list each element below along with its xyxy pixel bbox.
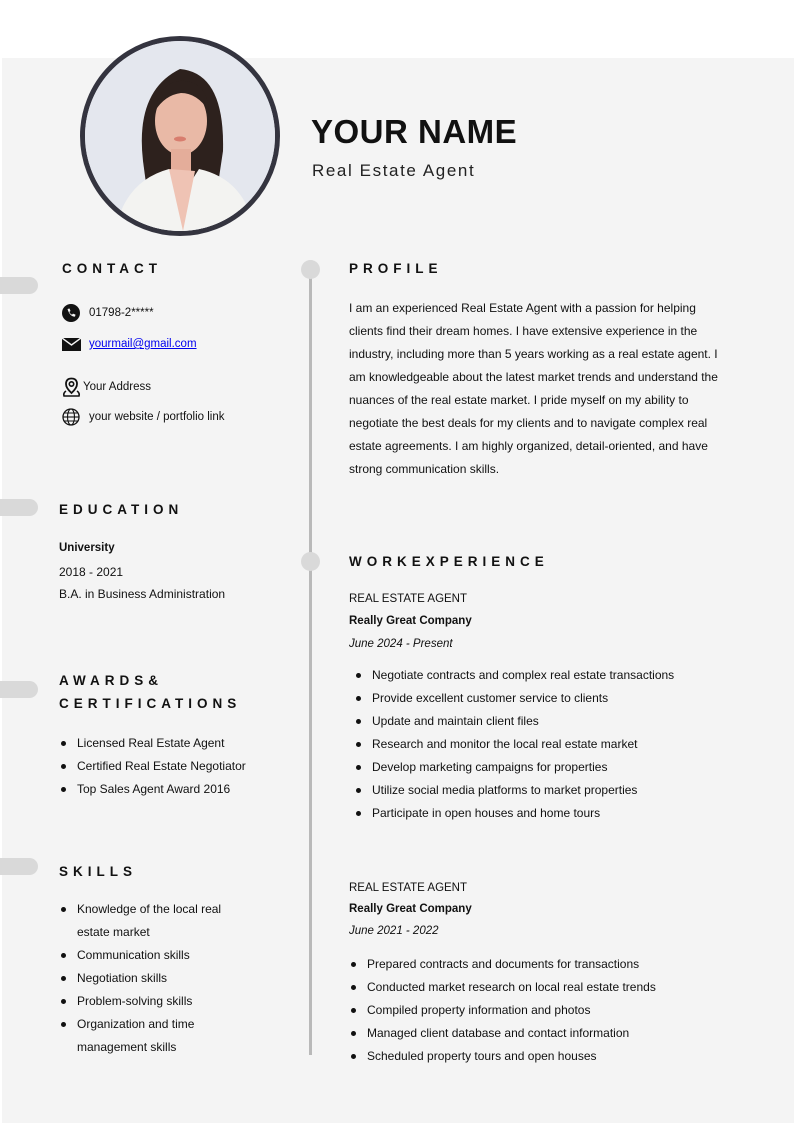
job-1-duties [354, 664, 684, 825]
education-years: 2018 - 2021 [59, 565, 124, 579]
phone-icon [62, 304, 82, 322]
skill-item: Negotiation skills [59, 967, 249, 990]
job-2-company: Really Great Company [349, 903, 472, 915]
duty-item: Managed client database and contact information [349, 1022, 729, 1045]
job-1-role: REAL ESTATE AGENT [349, 593, 468, 605]
contact-heading: CONTACT [62, 261, 162, 276]
awards-heading-line2: CERTIFICATIONS [59, 696, 242, 711]
education-heading: EDUCATION [59, 502, 184, 517]
email-link[interactable]: yourmail@gmail.com [89, 338, 197, 350]
skill-item: Problem-solving skills [59, 990, 249, 1013]
profile-photo [80, 36, 280, 236]
duty-item: Prepared contracts and documents for transactions [349, 953, 729, 976]
skill-item: Communication skills [59, 944, 249, 967]
award-item: Certified Real Estate Negotiator [59, 755, 289, 778]
duty-item: Develop marketing campaigns for properties [354, 756, 684, 779]
timeline-line [309, 270, 312, 1055]
education-section-tab [0, 499, 38, 516]
globe-icon [62, 408, 82, 426]
awards-heading-line1: AWARDS& [59, 673, 164, 688]
portrait-image [85, 41, 275, 231]
job-1-company: Really Great Company [349, 615, 472, 627]
duty-item: Provide excellent customer service to clients [354, 687, 684, 710]
phone-number: 01798-2***** [89, 307, 154, 319]
duty-item: Negotiate contracts and complex real estate transactions [354, 664, 684, 687]
contact-phone [62, 304, 154, 322]
job-2-duties [349, 953, 729, 1068]
duty-item: Update and maintain client files [354, 710, 684, 733]
duty-item: Compiled property information and photos [349, 999, 729, 1022]
profile-timeline-dot [301, 260, 320, 279]
job-2-role: REAL ESTATE AGENT [349, 882, 468, 894]
award-item: Licensed Real Estate Agent [59, 732, 289, 755]
education-degree: B.A. in Business Administration [59, 587, 226, 601]
contact-email [62, 335, 197, 353]
contact-website [62, 408, 225, 426]
skill-item: Organization and time management skills [59, 1013, 249, 1059]
skills-list [59, 898, 249, 1059]
skills-section-tab [0, 858, 38, 875]
website-text[interactable]: your website / portfolio link [89, 411, 225, 423]
profile-heading: PROFILE [349, 261, 443, 276]
awards-section-tab [0, 681, 38, 698]
awards-list [59, 732, 289, 801]
experience-timeline-dot [301, 552, 320, 571]
contact-section-tab [0, 277, 38, 294]
job-2-dates: June 2021 - 2022 [349, 925, 439, 937]
duty-item: Utilize social media platforms to market properties [354, 779, 684, 802]
education-school: University [59, 542, 115, 554]
location-pin-icon [62, 378, 82, 396]
skills-heading: SKILLS [59, 864, 138, 879]
award-item: Top Sales Agent Award 2016 [59, 778, 289, 801]
address-text: Your Address [83, 381, 151, 393]
job-1-dates: June 2024 - Present [349, 638, 453, 650]
profile-summary: I am an experienced Real Estate Agent with a passion for helping clients find their dream homes. I have extensive experience in the industry, including more than 5 years working as a real estate agent. I am knowledgeable about the latest market trends and understand the nuances of the real estate market. I pride myself on my ability to negotiate the best deals for my clients and to navigate complex real estate agreements. I am highly organized, detail-oriented, and have strong communication skills. [349, 301, 718, 476]
duty-item: Scheduled property tours and open houses [349, 1045, 729, 1068]
contact-address [62, 378, 151, 396]
duty-item: Conducted market research on local real estate trends [349, 976, 729, 999]
candidate-job-title: Real Estate Agent [312, 161, 476, 180]
duty-item: Research and monitor the local real estate market [354, 733, 684, 756]
envelope-icon [62, 335, 82, 353]
experience-heading: WORKEXPERIENCE [349, 554, 549, 569]
duty-item: Participate in open houses and home tours [354, 802, 684, 825]
candidate-name: YOUR NAME [311, 113, 518, 150]
skill-item: Knowledge of the local real estate market [59, 898, 249, 944]
